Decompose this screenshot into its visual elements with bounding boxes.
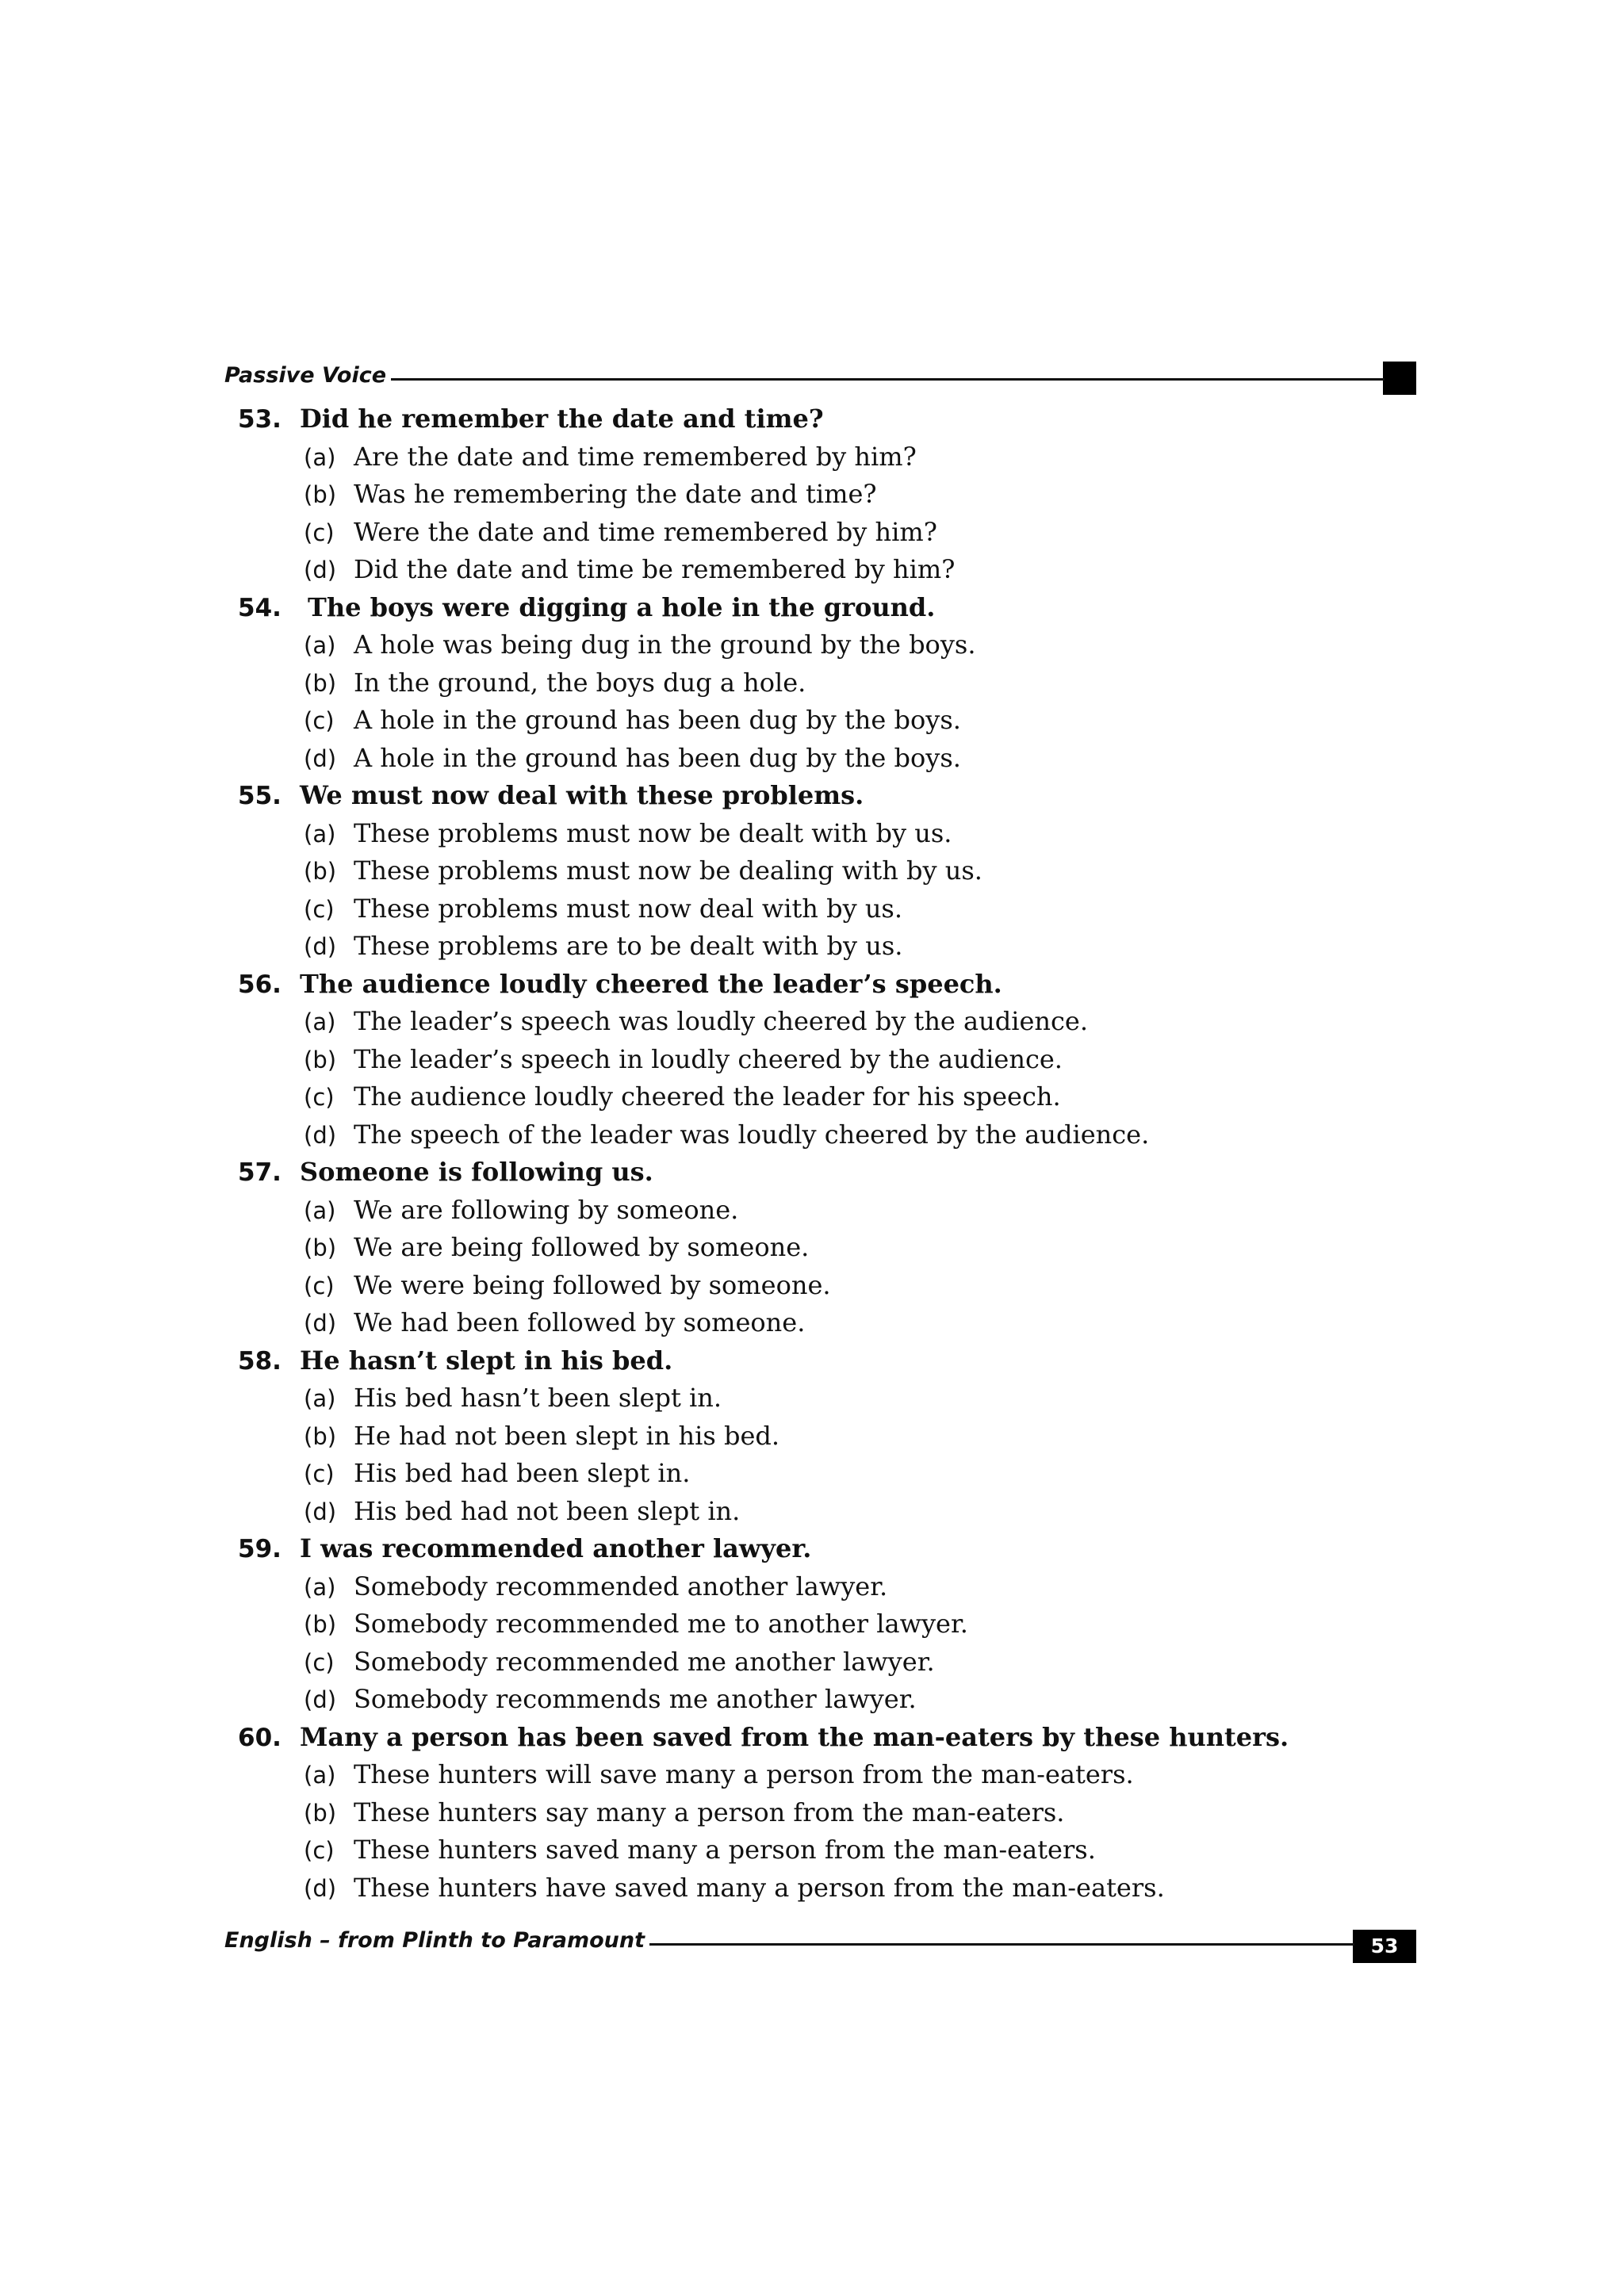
option-letter: (c) bbox=[304, 1648, 335, 1676]
option-c bbox=[238, 890, 1404, 928]
option-letter: (c) bbox=[304, 1084, 335, 1111]
header-rule bbox=[224, 378, 1385, 381]
option-text: These hunters will save many a person from the man-eaters. bbox=[354, 1759, 1134, 1789]
question-57 bbox=[238, 1154, 1404, 1342]
question-prompt bbox=[238, 589, 1404, 627]
option-text: In the ground, the boys dug a hole. bbox=[354, 667, 806, 698]
option-letter: (a) bbox=[304, 1573, 336, 1601]
option-text: The leader’s speech in loudly cheered by the audience. bbox=[354, 1043, 1063, 1074]
question-text: Many a person has been saved from the man-eaters by these hunters. bbox=[300, 1721, 1289, 1752]
option-letter: (d) bbox=[304, 933, 337, 960]
option-text: He had not been slept in his bed. bbox=[354, 1420, 780, 1451]
option-letter: (c) bbox=[304, 895, 335, 923]
option-letter: (d) bbox=[304, 744, 337, 772]
option-letter: (b) bbox=[304, 669, 337, 697]
question-text: The audience loudly cheered the leader’s speech. bbox=[300, 968, 1002, 999]
option-b bbox=[238, 1418, 1404, 1456]
question-prompt bbox=[238, 1719, 1404, 1757]
option-text: We are being followed by someone. bbox=[354, 1232, 810, 1262]
option-d bbox=[238, 928, 1404, 966]
option-text: Are the date and time remembered by him? bbox=[354, 441, 917, 472]
question-text: Someone is following us. bbox=[300, 1157, 653, 1187]
option-text: A hole in the ground has been dug by the boys. bbox=[354, 742, 961, 773]
question-prompt bbox=[238, 400, 1404, 438]
option-b bbox=[238, 476, 1404, 514]
option-text: We were being followed by someone. bbox=[354, 1269, 831, 1300]
question-number: 53. bbox=[238, 405, 282, 434]
question-60 bbox=[238, 1719, 1404, 1908]
option-text: These hunters have saved many a person from the man-eaters. bbox=[354, 1872, 1165, 1903]
option-text: Somebody recommended me another lawyer. bbox=[354, 1646, 935, 1677]
question-number: 55. bbox=[238, 782, 282, 810]
question-56 bbox=[238, 966, 1404, 1154]
option-a bbox=[238, 1380, 1404, 1418]
question-text: Did he remember the date and time? bbox=[300, 404, 824, 434]
option-letter: (c) bbox=[304, 1272, 335, 1299]
option-text: Somebody recommends me another lawyer. bbox=[354, 1684, 917, 1714]
option-letter: (c) bbox=[304, 1460, 335, 1487]
question-prompt bbox=[238, 1530, 1404, 1568]
question-54 bbox=[238, 589, 1404, 778]
option-letter: (b) bbox=[304, 1799, 337, 1827]
question-list bbox=[238, 400, 1404, 1907]
question-59 bbox=[238, 1530, 1404, 1719]
question-55 bbox=[238, 777, 1404, 966]
question-text: He hasn’t slept in his bed. bbox=[300, 1345, 673, 1376]
option-letter: (d) bbox=[304, 557, 337, 584]
question-53 bbox=[238, 400, 1404, 589]
option-letter: (a) bbox=[304, 820, 336, 848]
option-a bbox=[238, 1003, 1404, 1041]
option-letter: (c) bbox=[304, 519, 335, 546]
option-text: The speech of the leader was loudly cheered by the audience. bbox=[354, 1119, 1150, 1150]
option-text: A hole in the ground has been dug by the boys. bbox=[354, 705, 961, 735]
option-text: These problems are to be dealt with by us. bbox=[354, 931, 903, 961]
question-text: The boys were digging a hole in the ground. bbox=[308, 591, 936, 622]
option-text: These problems must now be dealt with by us. bbox=[354, 817, 952, 848]
option-d bbox=[238, 1304, 1404, 1342]
option-text: Somebody recommended another lawyer. bbox=[354, 1571, 888, 1601]
option-c bbox=[238, 702, 1404, 740]
question-number: 60. bbox=[238, 1723, 282, 1752]
option-c bbox=[238, 514, 1404, 552]
option-text: These problems must now deal with by us. bbox=[354, 893, 903, 924]
option-d bbox=[238, 1869, 1404, 1908]
option-letter: (a) bbox=[304, 632, 336, 659]
option-letter: (b) bbox=[304, 1234, 337, 1261]
option-text: Did the date and time be remembered by him? bbox=[354, 554, 956, 584]
option-letter: (d) bbox=[304, 1686, 337, 1713]
option-letter: (a) bbox=[304, 443, 336, 471]
option-b bbox=[238, 1041, 1404, 1079]
option-text: These hunters saved many a person from the man-eaters. bbox=[354, 1835, 1096, 1865]
option-c bbox=[238, 1078, 1404, 1116]
question-text: I was recommended another lawyer. bbox=[300, 1533, 812, 1563]
option-text: His bed hasn’t been slept in. bbox=[354, 1383, 722, 1413]
question-prompt bbox=[238, 777, 1404, 815]
option-a bbox=[238, 815, 1404, 853]
option-a bbox=[238, 626, 1404, 664]
question-text: We must now deal with these problems. bbox=[300, 780, 864, 810]
option-letter: (b) bbox=[304, 481, 337, 508]
option-letter: (d) bbox=[304, 1874, 337, 1902]
option-text: His bed had not been slept in. bbox=[354, 1495, 741, 1526]
option-letter: (a) bbox=[304, 1196, 336, 1224]
option-text: We had been followed by someone. bbox=[354, 1307, 806, 1337]
option-letter: (a) bbox=[304, 1008, 336, 1035]
option-b bbox=[238, 1794, 1404, 1832]
page-header bbox=[224, 358, 1416, 395]
option-a bbox=[238, 1756, 1404, 1794]
option-letter: (b) bbox=[304, 1422, 337, 1450]
option-letter: (b) bbox=[304, 858, 337, 885]
header-corner-block bbox=[1383, 362, 1416, 395]
option-d bbox=[238, 551, 1404, 589]
option-text: These problems must now be dealing with by us. bbox=[354, 855, 982, 886]
option-text: The audience loudly cheered the leader for his speech. bbox=[354, 1081, 1061, 1112]
option-letter: (d) bbox=[304, 1121, 337, 1149]
option-letter: (b) bbox=[304, 1046, 337, 1073]
option-text: Somebody recommended me to another lawyer. bbox=[354, 1609, 968, 1639]
page-footer bbox=[224, 1925, 1416, 1961]
chapter-title: Passive Voice bbox=[224, 362, 391, 390]
option-text: The leader’s speech was loudly cheered by the audience. bbox=[354, 1006, 1089, 1036]
option-letter: (a) bbox=[304, 1762, 336, 1789]
option-b bbox=[238, 1605, 1404, 1644]
option-b bbox=[238, 664, 1404, 702]
option-text: Was he remembering the date and time? bbox=[354, 479, 877, 509]
option-a bbox=[238, 1192, 1404, 1230]
option-letter: (b) bbox=[304, 1611, 337, 1638]
option-text: A hole was being dug in the ground by the boys. bbox=[354, 629, 976, 660]
option-letter: (c) bbox=[304, 707, 335, 734]
option-c bbox=[238, 1644, 1404, 1682]
page-number: 53 bbox=[1353, 1930, 1416, 1963]
question-number: 56. bbox=[238, 970, 282, 999]
option-letter: (a) bbox=[304, 1385, 336, 1412]
option-c bbox=[238, 1455, 1404, 1493]
question-prompt bbox=[238, 1154, 1404, 1192]
question-number: 54. bbox=[238, 593, 282, 622]
question-number: 58. bbox=[238, 1346, 282, 1376]
book-title: English – from Plinth to Paramount bbox=[224, 1927, 649, 1955]
question-number: 59. bbox=[238, 1535, 282, 1563]
question-58 bbox=[238, 1342, 1404, 1531]
option-letter: (d) bbox=[304, 1310, 337, 1337]
question-prompt bbox=[238, 1342, 1404, 1380]
option-d bbox=[238, 1493, 1404, 1531]
option-letter: (c) bbox=[304, 1837, 335, 1864]
option-d bbox=[238, 740, 1404, 778]
option-c bbox=[238, 1267, 1404, 1305]
question-number: 57. bbox=[238, 1158, 282, 1187]
option-text: These hunters say many a person from the man-eaters. bbox=[354, 1797, 1065, 1827]
option-text: We are following by someone. bbox=[354, 1194, 739, 1225]
option-b bbox=[238, 852, 1404, 890]
option-text: Were the date and time remembered by him? bbox=[354, 516, 937, 547]
question-prompt bbox=[238, 966, 1404, 1004]
option-letter: (d) bbox=[304, 1498, 337, 1525]
option-a bbox=[238, 1568, 1404, 1606]
option-a bbox=[238, 438, 1404, 476]
option-b bbox=[238, 1229, 1404, 1267]
option-c bbox=[238, 1831, 1404, 1869]
option-d bbox=[238, 1116, 1404, 1154]
option-text: His bed had been slept in. bbox=[354, 1458, 691, 1488]
option-d bbox=[238, 1681, 1404, 1719]
